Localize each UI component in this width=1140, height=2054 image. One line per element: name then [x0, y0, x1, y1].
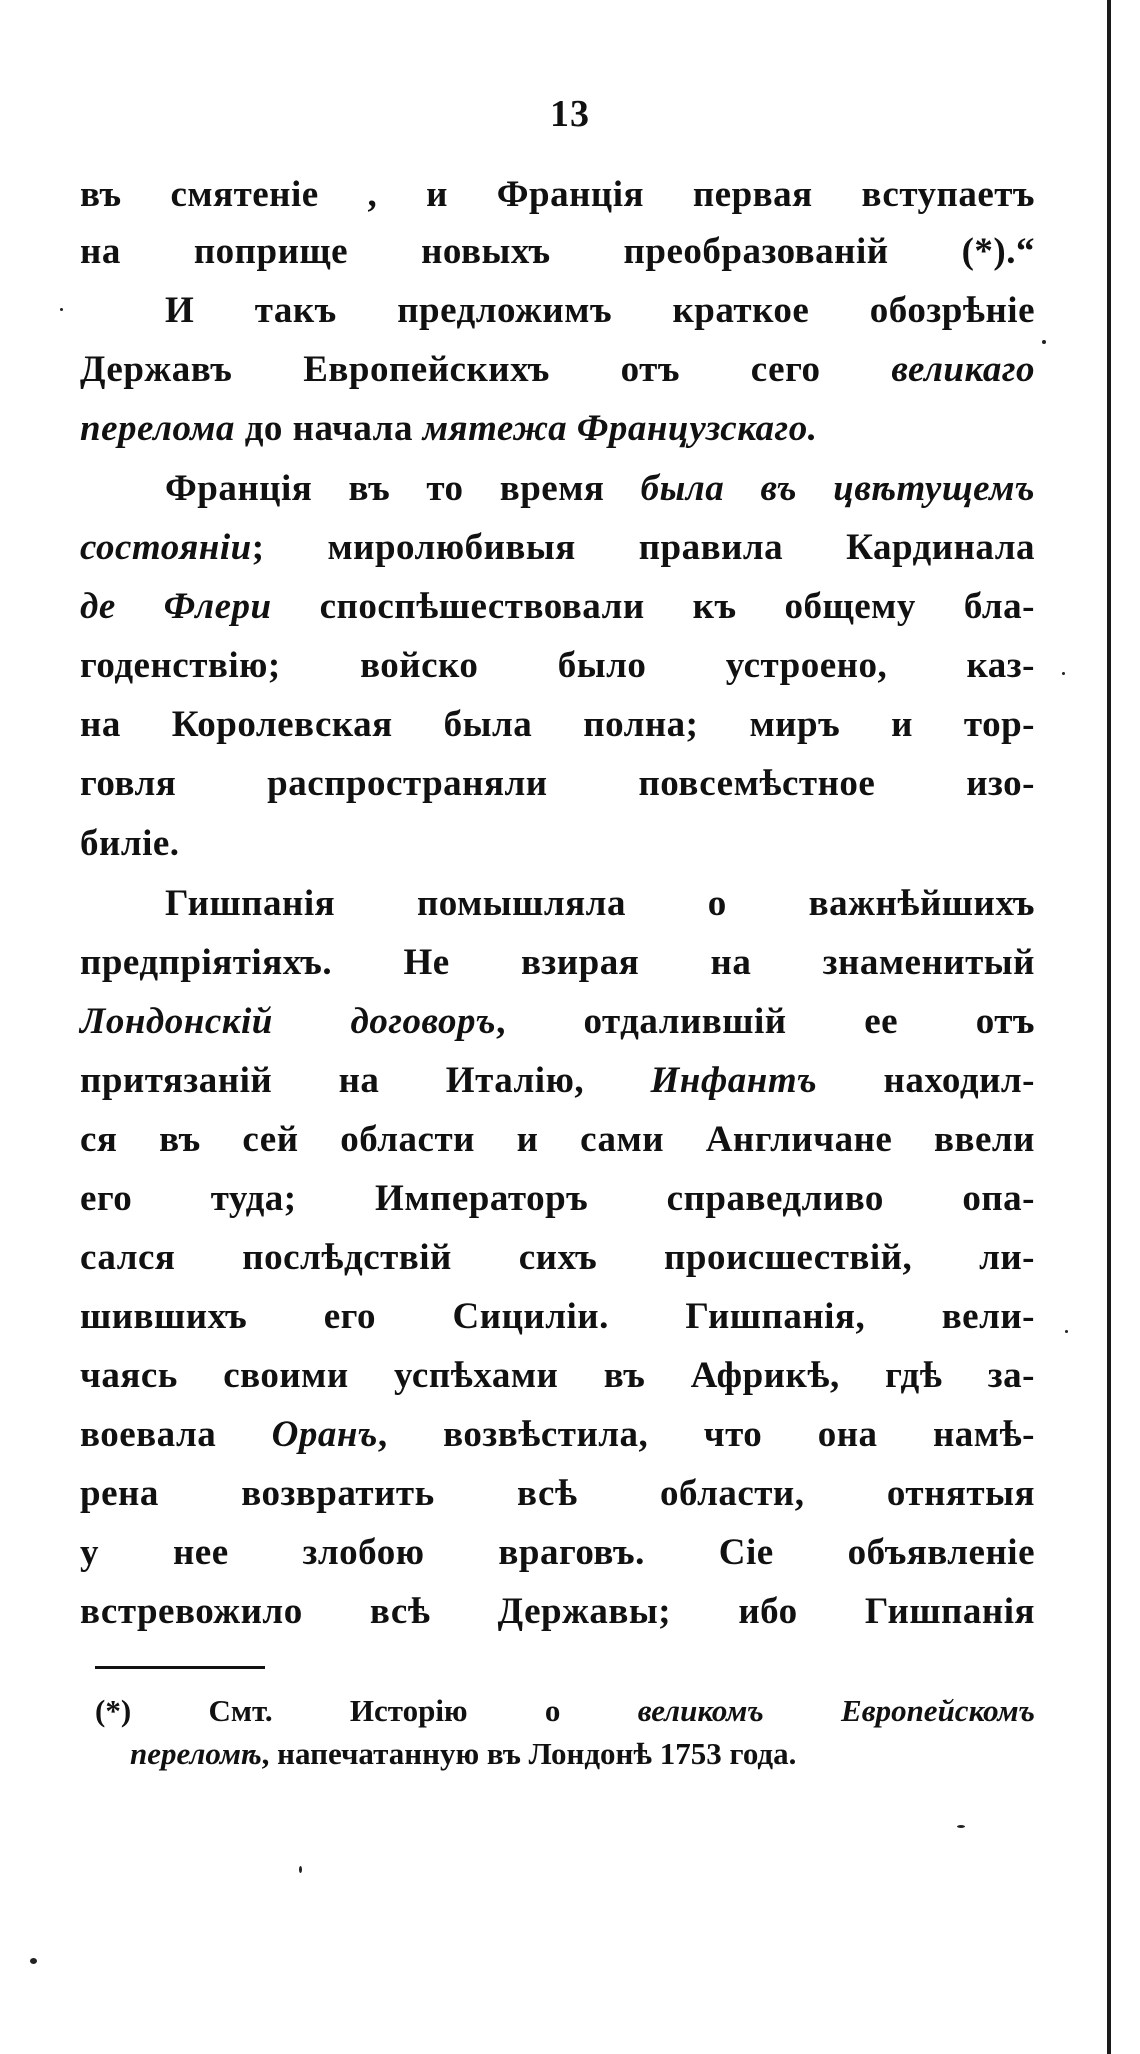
text-segment: у нее злобою враговъ. Сіе объявленіе [80, 1532, 1035, 1573]
italic-segment: Лондонскій договоръ [80, 1001, 497, 1042]
italic-segment: великаго [891, 349, 1035, 390]
text-line-19 [80, 1239, 1035, 1276]
text-line-4 [80, 351, 1035, 388]
text-segment: (*) Смт. Исторію о [95, 1693, 638, 1728]
text-segment: Державъ Европейскихъ отъ сего [80, 349, 892, 390]
text-line-24 [80, 1534, 1035, 1571]
text-segment: шившихъ его Сициліи. Гишпанія, вели- [80, 1296, 1035, 1337]
text-line-13 [165, 885, 1035, 922]
print-speck [30, 1958, 37, 1964]
text-line-9 [80, 647, 1035, 684]
text-line-25 [80, 1593, 1035, 1630]
text-line-20 [80, 1298, 1035, 1335]
text-line-2 [80, 233, 1035, 270]
page-edge-line [1107, 0, 1111, 2054]
print-speck [299, 1866, 302, 1873]
text-segment: говля распространяли повсемѣстное изо- [80, 763, 1035, 804]
text-line-6 [165, 470, 1035, 507]
text-segment: ся въ сей области и сами Англичане ввели [80, 1119, 1035, 1160]
text-line-22 [80, 1416, 1035, 1453]
page-number: 13 [550, 93, 590, 135]
text-segment: встревожило всѣ Державы; ибо Гишпанія [80, 1591, 1035, 1632]
text-line-1 [80, 176, 1035, 213]
text-line-14 [80, 944, 1035, 981]
text-segment: въ смятеніе , и Франція первая вступаетъ [80, 174, 1035, 215]
text-line-7 [80, 529, 1035, 566]
text-segment: чаясь своими успѣхами въ Африкѣ, гдѣ за- [80, 1355, 1035, 1396]
text-segment: на Королевская была полна; миръ и тор- [80, 704, 1035, 745]
text-segment: предпріятіяхъ. Не взирая на знаменитый [80, 942, 1035, 983]
text-segment: находил- [817, 1060, 1035, 1101]
italic-segment: была въ цвѣтущемъ [640, 468, 1035, 509]
text-segment: воевала [80, 1414, 272, 1455]
text-segment: до начала [234, 408, 423, 449]
text-line-15 [80, 1003, 1035, 1040]
text-segment: ; миролюбивыя правила Кардинала [251, 527, 1035, 568]
text-line-17 [80, 1121, 1035, 1158]
footnote-line-2 [130, 1738, 1035, 1769]
text-line-8 [80, 588, 1035, 625]
italic-segment: Оранъ [271, 1414, 378, 1455]
text-segment: на поприще новыхъ преобразованій (*).“ [80, 231, 1035, 272]
footnote-line-1 [95, 1695, 1035, 1726]
text-line-23 [80, 1475, 1035, 1512]
text-segment: споспѣшествовали къ общему бла- [271, 586, 1035, 627]
print-speck [1062, 672, 1065, 675]
text-segment: биліе. [80, 823, 180, 864]
text-segment: его туда; Императоръ справедливо опа- [80, 1178, 1035, 1219]
italic-segment: Инфантъ [650, 1060, 818, 1101]
text-line-16 [80, 1062, 1035, 1099]
text-line-12 [80, 825, 1035, 862]
print-speck [60, 308, 63, 311]
text-line-18 [80, 1180, 1035, 1217]
print-speck [957, 1825, 965, 1828]
text-line-10 [80, 706, 1035, 743]
text-segment: годенствію; войско было устроено, каз- [80, 645, 1035, 686]
italic-segment: перелома [80, 408, 235, 449]
text-line-21 [80, 1357, 1035, 1394]
italic-segment: состояніи [80, 527, 252, 568]
text-segment: Франція въ то время [165, 468, 641, 509]
italic-segment: переломѣ [130, 1736, 262, 1771]
text-segment: Гишпанія помышляла о важнѣйшихъ [165, 883, 1035, 924]
text-segment: сался послѣдствій сихъ происшествій, ли- [80, 1237, 1035, 1278]
print-speck [1065, 1330, 1068, 1333]
italic-segment: мятежа Французскаго. [422, 408, 818, 449]
text-segment: притязаній на Италію, [80, 1060, 651, 1101]
text-segment: И такъ предложимъ краткое обозрѣніе [165, 290, 1035, 331]
print-speck [1042, 340, 1046, 344]
text-segment: , возвѣстила, что она намѣ- [377, 1414, 1036, 1455]
text-line-5 [80, 410, 1035, 447]
text-segment: , напечатанную въ Лондонѣ 1753 года. [261, 1736, 797, 1771]
italic-segment: де Флери [80, 586, 272, 627]
text-line-3 [165, 292, 1035, 329]
text-segment: , отдалившій ее отъ [496, 1001, 1035, 1042]
text-line-11 [80, 765, 1035, 802]
italic-segment: великомъ Европейскомъ [637, 1693, 1035, 1728]
footnote-rule [95, 1666, 265, 1669]
text-segment: рена возвратить всѣ области, отнятыя [80, 1473, 1035, 1514]
